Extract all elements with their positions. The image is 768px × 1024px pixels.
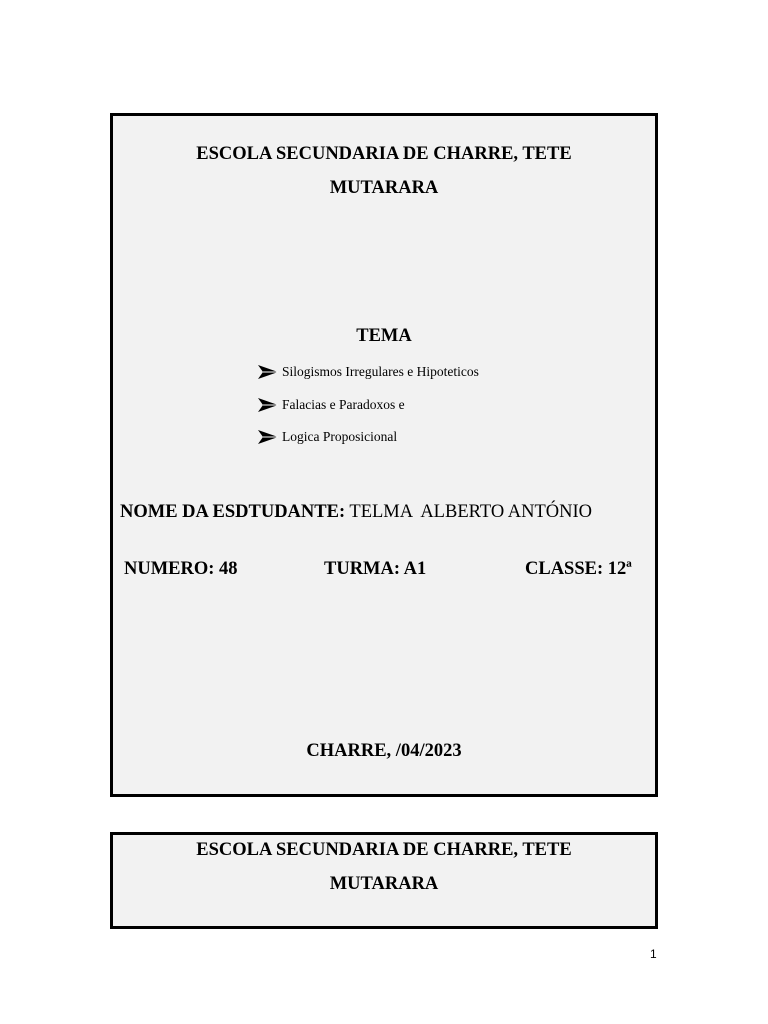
student-number: NUMERO: 48 [124,559,238,579]
school-location: MUTARARA [329,178,439,198]
theme-heading: TEMA [356,326,412,346]
second-page-frame [110,832,658,929]
arrow-bullet-icon [257,429,279,445]
topic-list [257,356,479,454]
student-name-row [120,501,592,523]
grade: CLASSE: 12ª [525,559,632,579]
page-number: 1 [650,947,657,961]
topic-text: Logica Proposicional [282,429,398,445]
arrow-bullet-icon [257,364,279,380]
arrow-bullet-icon [257,397,279,413]
student-label: NOME DA ESDTUDANTE: [120,502,346,522]
list-item [257,356,479,389]
school-location: MUTARARA [329,874,439,894]
topic-text: Silogismos Irregulares e Hipoteticos [282,364,479,380]
list-item [257,421,479,454]
class-group: TURMA: A1 [324,559,427,579]
school-name: ESCOLA SECUNDARIA DE CHARRE, TETE [196,840,572,860]
student-name: TELMA ALBERTO ANTÓNIO [345,502,593,522]
cover-page-frame [110,113,658,797]
topic-text: Falacias e Paradoxos e [282,396,405,412]
place-date: CHARRE, /04/2023 [306,741,462,761]
school-name: ESCOLA SECUNDARIA DE CHARRE, TETE [196,144,572,164]
list-item [257,389,479,422]
